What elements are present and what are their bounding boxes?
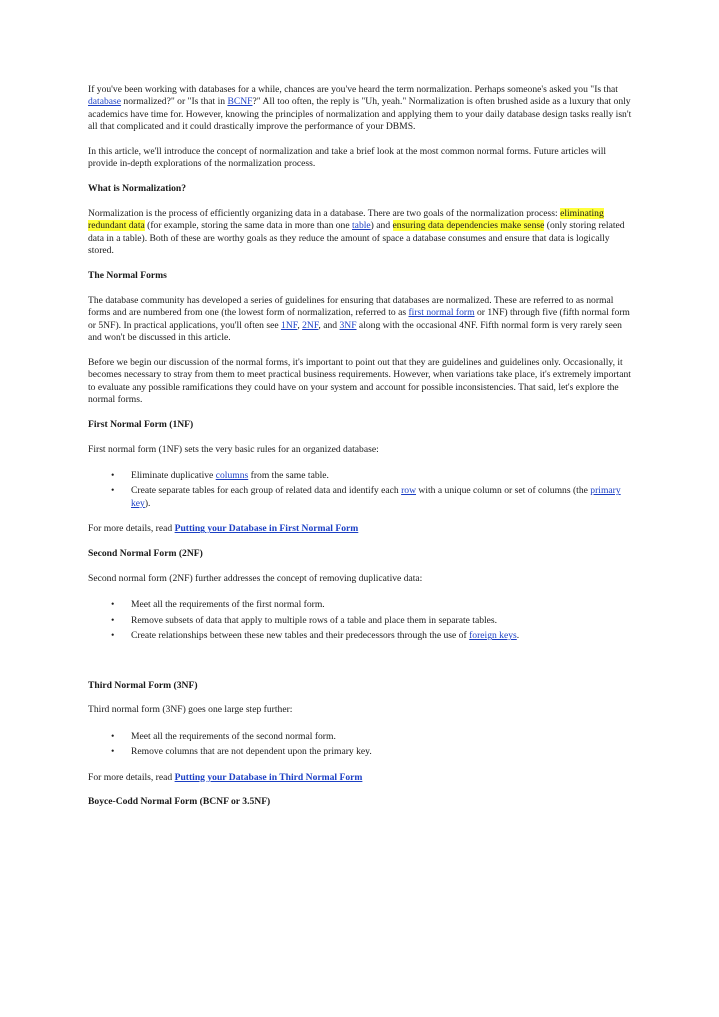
text-run: . [516, 630, 520, 642]
spacer [88, 656, 633, 680]
text-run: from the same table. [248, 470, 329, 482]
1nf-link[interactable]: 1NF [281, 319, 298, 331]
text-run: Remove columns that are not dependent upon the primary key. [131, 746, 372, 758]
text-run: along with the occasional 4NF. Fifth normal form is very rarely seen and won't be discussed in this article. [88, 319, 622, 344]
text-run: ?" All too often, the reply is "Uh, yeah." Normalization is often brushed aside as a luxury that only academics have time for. However, knowing the principles of normalization and applying them to your daily database design tasks really isn't all that complicated and it could drastically improve the performance of your DBMS. [88, 96, 632, 133]
text-run: For more details, read [88, 771, 175, 783]
highlight-data-dependencies: ensuring data dependencies make sense [392, 220, 545, 232]
bullet-icon: • [111, 746, 115, 758]
normal-forms-paragraph-2: Before we begin our discussion of the normal forms, it's important to point out that they are guidelines and guidelines only. Occasionally, it becomes necessary to stray from them to meet practical business requirements. However, when variations take place, it's extremely important to evaluate any possible ramifications they could have on your system and account for possible inconsistencies. That said, let's explore the normal forms. [88, 356, 631, 406]
database-link[interactable]: database [88, 96, 122, 108]
text-run: , [297, 319, 303, 331]
heading-second-normal-form: Second Normal Form (2NF) [88, 548, 203, 560]
list-item [88, 470, 633, 482]
text-run: (only storing related data in a table). Both of these are worthy goals as they reduce the amount of space a database consumes and ensure that data is logically stored. [88, 220, 625, 257]
text-run: or 1NF) through five (fifth normal form or 5NF). In practical applications, you'll often see [88, 307, 630, 331]
heading-boyce-codd-normal-form: Boyce-Codd Normal Form (BCNF or 3.5NF) [88, 796, 271, 808]
text-run: with a unique column or set of columns (the [416, 485, 591, 497]
3nf-link[interactable]: 3NF [339, 319, 357, 331]
primary-key-link[interactable]: primary key [131, 485, 621, 509]
highlight-redundant-data: eliminating redundant data [88, 208, 604, 232]
third-nf-more-details [88, 772, 633, 784]
text-run: If you've been working with databases for a while, chances are you've heard the term normalization. Perhaps someone's asked you "Is that [88, 84, 618, 95]
2nf-link[interactable]: 2NF [302, 319, 319, 331]
bullet-icon: • [111, 730, 115, 742]
article-body [88, 84, 633, 821]
text-run: The database community has developed a series of guidelines for ensuring that databases are normalized. These are referred to as normal forms and are numbered from one (the lowest form of normalization, referred to as [88, 294, 614, 319]
bullet-icon: • [111, 485, 115, 497]
first-nf-list [88, 470, 633, 510]
list-item [88, 615, 633, 627]
text-run: Create relationships between these new tables and their predecessors through the use of [131, 630, 470, 642]
first-normal-form-article-link[interactable]: Putting your Database in First Normal Form [174, 523, 359, 535]
second-nf-list [88, 599, 633, 642]
list-item [88, 599, 633, 611]
table-link[interactable]: table [352, 220, 371, 232]
text-run: , and [318, 319, 340, 331]
text-run: (for example, storing the same data in more than one [144, 220, 353, 232]
second-nf-lead: Second normal form (2NF) further addresses the concept of removing duplicative data: [88, 572, 423, 584]
bullet-icon: • [111, 614, 115, 626]
list-item [88, 746, 633, 758]
first-normal-form-link[interactable]: first normal form [408, 307, 475, 319]
heading-what-is-normalization: What is Normalization? [88, 183, 187, 195]
third-nf-list [88, 731, 633, 759]
heading-third-normal-form: Third Normal Form (3NF) [88, 679, 198, 691]
first-nf-lead: First normal form (1NF) sets the very basic rules for an organized database: [88, 443, 379, 455]
list-item [88, 731, 633, 743]
what-is-paragraph [88, 208, 633, 258]
first-nf-more-details [88, 523, 633, 535]
text-run: For more details, read [88, 523, 175, 535]
text-run: Meet all the requirements of the second normal form. [131, 730, 336, 742]
heading-first-normal-form: First Normal Form (1NF) [88, 418, 194, 430]
text-run: Meet all the requirements of the first normal form. [131, 599, 325, 611]
foreign-keys-link[interactable]: foreign keys [469, 630, 517, 642]
text-run: Normalization is the process of efficiently organizing data in a database. There are two goals of the normalization process: [88, 208, 561, 220]
normal-forms-paragraph-1 [88, 295, 633, 345]
list-item [88, 630, 633, 642]
text-run: Eliminate duplicative [131, 470, 216, 482]
third-nf-lead: Third normal form (3NF) goes one large step further: [88, 704, 293, 716]
bullet-icon: • [111, 470, 115, 482]
columns-link[interactable]: columns [215, 470, 249, 482]
bullet-icon: • [111, 599, 115, 611]
list-item [88, 485, 633, 510]
bcnf-link[interactable]: BCNF [227, 96, 253, 108]
heading-normal-forms: The Normal Forms [88, 270, 167, 282]
text-run: Remove subsets of data that apply to multiple rows of a table and place them in separate tables. [131, 614, 498, 626]
text-run: Create separate tables for each group of related data and identify each [131, 485, 402, 497]
bullet-icon: • [111, 630, 115, 642]
third-normal-form-article-link[interactable]: Putting your Database in Third Normal Form [174, 771, 363, 783]
text-run: ). [144, 497, 151, 509]
intro-paragraph-1 [88, 84, 633, 134]
text-run: ) and [370, 220, 393, 232]
row-link[interactable]: row [401, 485, 417, 497]
text-run: normalized?" or "Is that in [121, 96, 228, 108]
intro-paragraph-2: In this article, we'll introduce the concept of normalization and take a brief look at the most common normal forms. Future articles will provide in-depth explorations of the normalization process. [88, 146, 607, 170]
